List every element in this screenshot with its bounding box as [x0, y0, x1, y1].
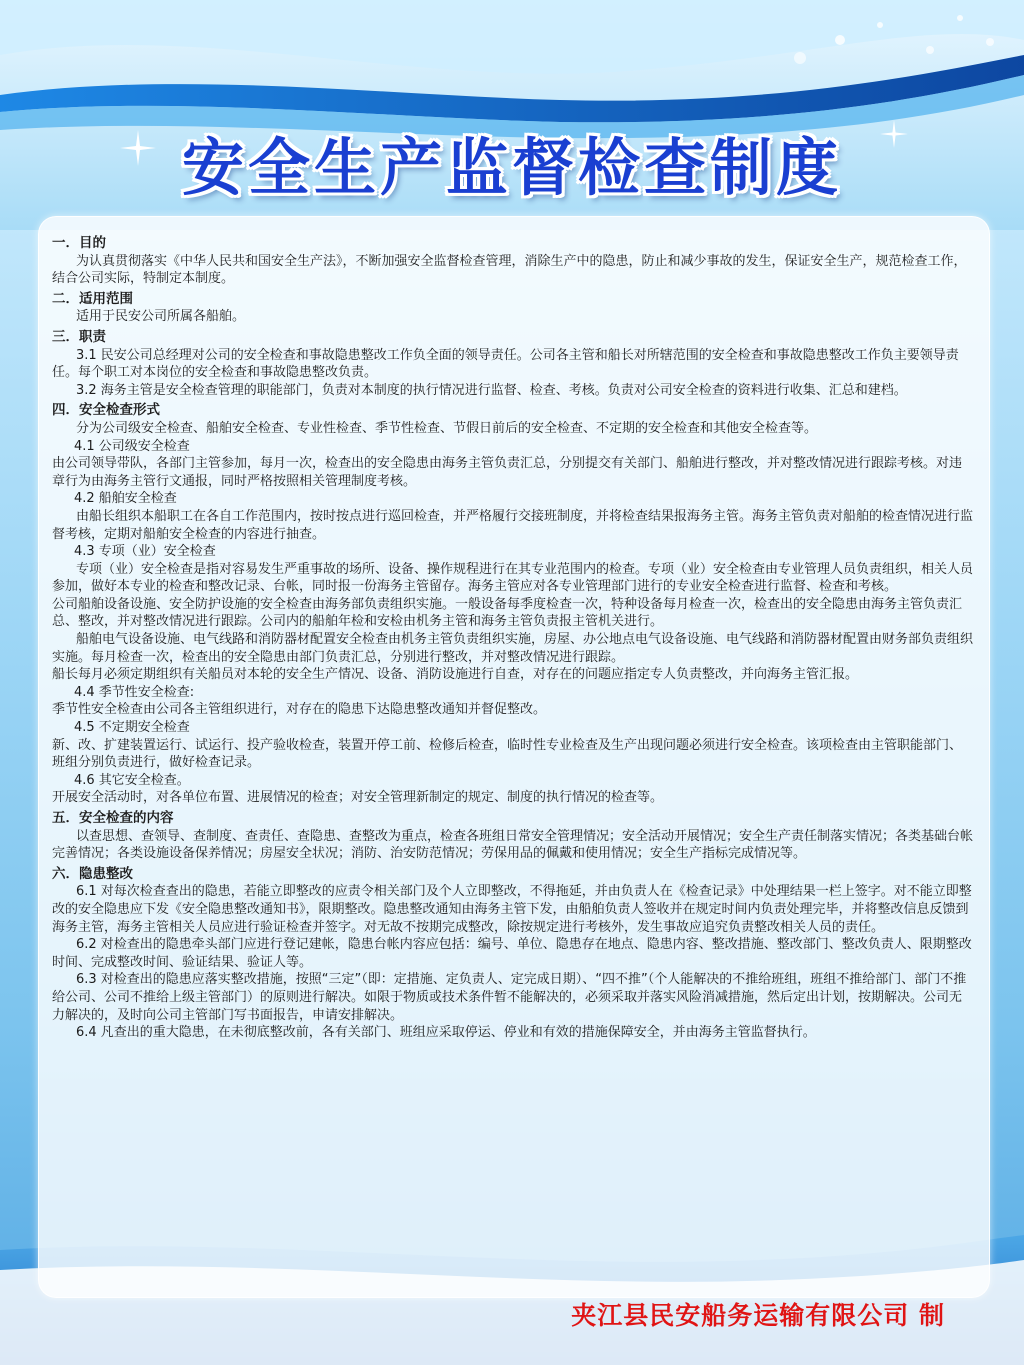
subsection-heading: 4.1 公司级安全检查: [74, 438, 190, 454]
paragraph: 开展安全活动时，对各单位布置、进展情况的检查；对安全管理新制定的规定、制度的执行情况的检查等。: [52, 790, 664, 806]
paragraph: 船舶电气设备设施、电气线路和消防器材配置安全检查由机务主管负责组织实施，房屋、办公地点电气设备设施、电气线路和消防器材配置由财务部负责组织实施。每月检查一次，检查出的安全隐患由部门负责汇总，分别进行整改，并对整改情况进行跟踪。: [52, 632, 974, 665]
paragraph: 船长每月必须定期组织有关船员对本轮的安全生产情况、设备、消防设施进行自查，对存在的问题应指定专人负责整改，并向海务主管汇报。: [52, 667, 859, 683]
paragraph: 3.2 海务主管是安全检查管理的职能部门，负责对本制度的执行情况进行监督、检查、考核。负责对公司安全检查的资料进行收集、汇总和建档。: [76, 382, 907, 398]
paragraph: 适用于民安公司所属各船舶。: [76, 309, 246, 325]
paragraph: 由船长组织本船职工在各自工作范围内，按时按点进行巡回检查，并严格履行交接班制度，并将检查结果报海务主管。海务主管负责对船舶的检查情况进行监督考核，定期对船舶安全检查的内容进行抽查。: [52, 508, 974, 542]
section-heading: 二．适用范围: [52, 290, 133, 307]
paragraph: 为认真贯彻落实《中华人民共和国安全生产法》，不断加强安全监督检查管理，消除生产中的隐患，防止和减少事故的发生，保证安全生产，规范检查工作，结合公司实际，特制定本制度。: [52, 253, 967, 287]
subsection-heading: 4.4 季节性安全检查:: [74, 684, 195, 700]
subsection-heading: 4.2 船舶安全检查: [74, 491, 177, 507]
paragraph: 3.1 民安公司总经理对公司的安全检查和事故隐患整改工作负全面的领导责任。公司各主管和船长对所辖范围的安全检查和事故隐患整改工作负主要领导责任。每个职工对本岗位的安全检查和事故隐患整改负责。: [52, 347, 959, 381]
paragraph: 由公司领导带队，各部门主管参加，每月一次，检查出的安全隐患由海务主管负责汇总，分别提交有关部门、船舶进行整改，并对整改情况进行跟踪考核。对违章行为由海务主管行文通报，同时严格按照相关管理制度考核。: [52, 456, 963, 489]
paragraph: 6.4 凡查出的重大隐患，在未彻底整改前，各有关部门、班组应采取停运、停业和有效的措施保障安全，并由海务主管监督执行。: [76, 1025, 816, 1041]
section-heading: 六．隐患整改: [52, 865, 133, 882]
paragraph: 季节性安全检查由公司各主管组织进行，对存在的隐患下达隐患整改通知并督促整改。: [52, 702, 547, 718]
subsection-heading: 4.3 专项（业）安全检查: [74, 544, 216, 560]
section-heading: 三．职责: [52, 328, 106, 345]
section-heading: 一．目的: [52, 235, 106, 251]
paragraph: 新、改、扩建装置运行、试运行、投产验收检查，装置开停工前、检修后检查，临时性专业检查及生产出现问题必须进行安全检查。该项检查由主管职能部门、班组分别负责进行，做好检查记录。: [52, 737, 963, 771]
document-body: [52, 232, 974, 1042]
paragraph: 公司船舶设备设施、安全防护设施的安全检查由海务部负责组织实施。一般设备每季度检查一次，特种设备每月检查一次，检查出的安全隐患由海务主管负责汇总、整改，并对整改情况进行跟踪。公司内的船舶年检和安检由机务主管和海务主管负责报主管机关进行。: [52, 596, 963, 630]
subsection-heading: 4.5 不定期安全检查: [74, 720, 190, 736]
section-heading: 五．安全检查的内容: [52, 810, 174, 826]
section-heading: 四．安全检查形式: [52, 402, 160, 419]
paragraph: 6.1 对每次检查查出的隐患，若能立即整改的应责令相关部门及个人立即整改，不得拖延，并由负责人在《检查记录》中处理结果一栏上签字。对不能立即整改的安全隐患应下发《安全隐患整改通知书》，限期整改。隐患整改通知由海务主管下发，由船舶负责人签收并在规定时间内负责处理完毕，并将整改信息反馈到海务主管，海务主管相关人员应进行验证检查并签字。对无故不按期完成整改，除按规定进行考核外，发生事故应追究负责整改相关人员的责任。: [52, 884, 972, 935]
page-title: 安全生产监督检查制度: [181, 131, 842, 204]
subsection-heading: 4.6 其它安全检查。: [74, 772, 190, 788]
paragraph: 6.3 对检查出的隐患应落实整改措施，按照“三定”（即：定措施、定负责人、定完成日期）、“四不推”（个人能解决的不推给班组，班组不推给部门、部门不推给公司、公司不推给上级主管部门）的原则进行解决。如限于物质或技术条件暂不能解决的，必须采取并落实风险消减措施，然后定出计划，按期解决。公司无力解决的，及时向公司主管部门写书面报告，申请安排解决。: [52, 972, 967, 1023]
paragraph: 专项（业）安全检查是指对容易发生严重事故的场所、设备、操作规程进行在其专业范围内的检查。专项（业）安全检查由专业管理人员负责组织，相关人员参加，做好本专业的检查和整改记录、台帐，同时报一份海务主管留存。海务主管应对各专业管理部门进行的专业安全检查进行监督、检查和考核。: [52, 561, 974, 595]
paragraph: 以查思想、查领导、查制度、查责任、查隐患、查整改为重点，检查各班组日常安全管理情况；安全活动开展情况；安全生产责任制落实情况；各类基础台帐完善情况；各类设施设备保养情况；房屋安全状况；消防、治安防范情况；劳保用品的佩戴和使用情况；安全生产指标完成情况等。: [52, 828, 974, 862]
paragraph: 6.2 对检查出的隐患牵头部门应进行登记建帐，隐患台帐内容应包括：编号、单位、隐患存在地点、隐患内容、整改措施、整改部门、整改负责人、限期整改时间、完成整改时间、验证结果、验证人等。: [52, 937, 972, 970]
company-signature: 夹江县民安船务运输有限公司 制: [571, 1301, 945, 1330]
paragraph: 分为公司级安全检查、船舶安全检查、专业性检查、季节性检查、节假日前后的安全检查、不定期的安全检查和其他安全检查等。: [76, 420, 818, 436]
